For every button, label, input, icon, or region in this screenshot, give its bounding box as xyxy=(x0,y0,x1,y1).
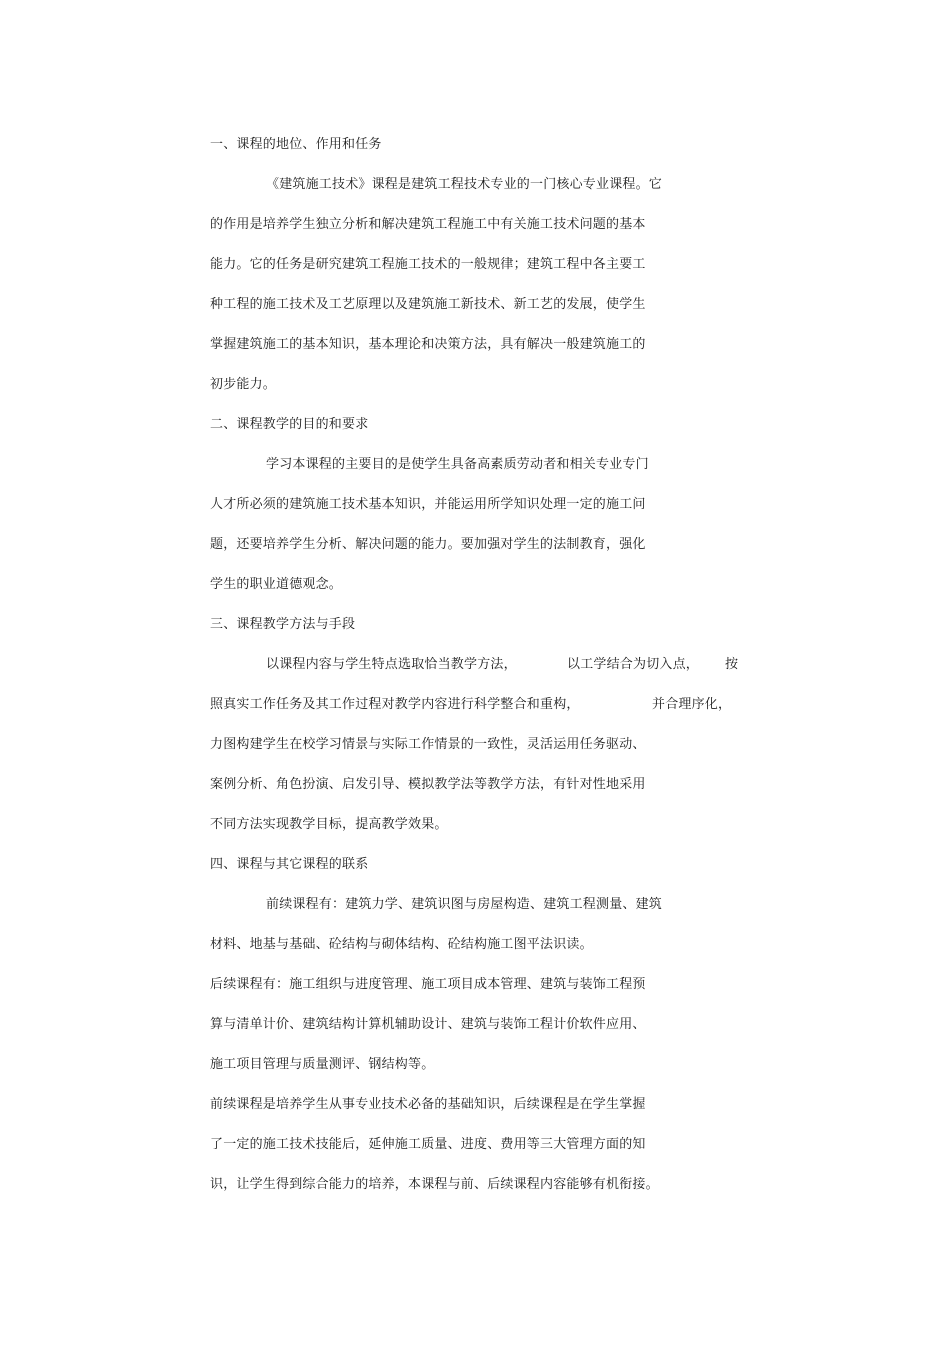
section-2-paragraph-line: 学生的职业道德观念。 xyxy=(210,577,343,592)
section-2-paragraph-line: 人才所必须的建筑施工技术基本知识，并能运用所学知识处理一定的施工问 xyxy=(210,497,646,512)
text-segment: 以工学结合为切入点， xyxy=(567,657,700,672)
section-4-paragraph-line: 前续课程是培养学生从事专业技术必备的基础知识，后续课程是在学生掌握 xyxy=(210,1097,646,1112)
section-4-paragraph-line: 后续课程有：施工组织与进度管理、施工项目成本管理、建筑与装饰工程预 xyxy=(210,977,646,992)
text-segment: 照真实工作任务及其工作过程对教学内容进行科学整合和重构， xyxy=(210,697,580,712)
section-4-paragraph-line: 识，让学生得到综合能力的培养，本课程与前、后续课程内容能够有机衔接。 xyxy=(210,1177,659,1192)
section-4-paragraph-line: 算与清单计价、建筑结构计算机辅助设计、建筑与装饰工程计价软件应用、 xyxy=(210,1017,646,1032)
section-4-paragraph-line: 材料、地基与基础、砼结构与砌体结构、砼结构施工图平法识读。 xyxy=(210,937,593,952)
section-1-paragraph-line: 掌握建筑施工的基本知识，基本理论和决策方法，具有解决一般建筑施工的 xyxy=(210,337,646,352)
section-3-paragraph-line: 力图构建学生在校学习情景与实际工作情景的一致性，灵活运用任务驱动、 xyxy=(210,737,646,752)
section-4-paragraph-line: 前续课程有：建筑力学、建筑识图与房屋构造、建筑工程测量、建筑 xyxy=(266,897,663,912)
section-1-paragraph-line: 能力。它的任务是研究建筑工程施工技术的一般规律；建筑工程中各主要工 xyxy=(210,257,646,272)
section-3-heading: 三、课程教学方法与手段 xyxy=(210,617,356,632)
section-3-paragraph-line: 案例分析、角色扮演、启发引导、模拟教学法等教学方法，有针对性地采用 xyxy=(210,777,646,792)
section-1-paragraph-line: 种工程的施工技术及工艺原理以及建筑施工新技术、新工艺的发展，使学生 xyxy=(210,297,646,312)
text-segment: 按 xyxy=(725,657,739,672)
section-2-paragraph-line: 题，还要培养学生分析、解决问题的能力。要加强对学生的法制教育，强化 xyxy=(210,537,646,552)
section-4-paragraph-line: 施工项目管理与质量测评、钢结构等。 xyxy=(210,1057,435,1072)
section-3-paragraph-line: 不同方法实现教学目标，提高教学效果。 xyxy=(210,817,448,832)
section-1-paragraph-line: 初步能力。 xyxy=(210,377,277,392)
section-1-heading: 一、课程的地位、作用和任务 xyxy=(210,137,382,152)
text-segment: 并合理序化， xyxy=(652,697,732,712)
section-4-paragraph-line: 了一定的施工技术技能后，延伸施工质量、进度、费用等三大管理方面的知 xyxy=(210,1137,646,1152)
section-4-heading: 四、课程与其它课程的联系 xyxy=(210,857,369,872)
section-2-paragraph-line: 学习本课程的主要目的是使学生具备高素质劳动者和相关专业专门 xyxy=(266,457,649,472)
section-1-paragraph-line: 的作用是培养学生独立分析和解决建筑工程施工中有关施工技术问题的基本 xyxy=(210,217,646,232)
text-segment: 以课程内容与学生特点选取恰当教学方法， xyxy=(266,657,517,672)
section-2-heading: 二、课程教学的目的和要求 xyxy=(210,417,369,432)
section-1-paragraph-line: 《建筑施工技术》课程是建筑工程技术专业的一门核心专业课程。它 xyxy=(266,177,663,192)
